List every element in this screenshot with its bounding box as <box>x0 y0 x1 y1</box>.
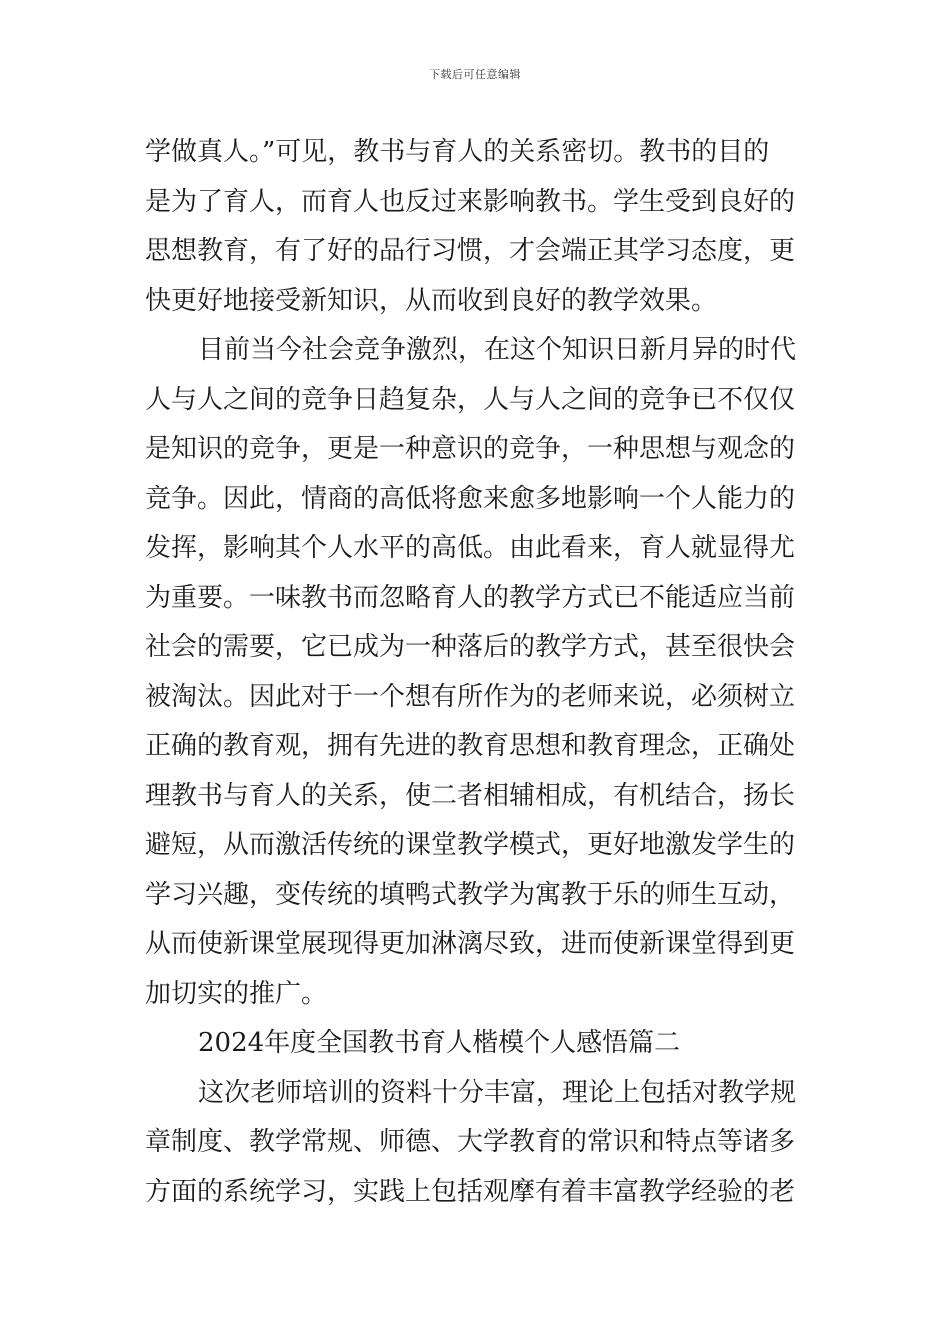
text-line: 人与人之间的竞争日趋复杂，人与人之间的竞争已不仅仅 <box>145 384 796 415</box>
text-line: 社会的需要，它已成为一种落后的教学方式，甚至很快会 <box>145 632 796 662</box>
paragraph-first-line: 这次老师培训的资料十分丰富，理论上包括对教学规 <box>198 1077 797 1108</box>
text-line: 是知识的竞争，更是一种意识的竞争，一种思想与观念的 <box>145 434 796 464</box>
text-line: 正确的教育观，拥有先进的教育思想和教育理念，正确处 <box>145 731 796 761</box>
text-line: 思想教育，有了好的品行习惯，才会端正其学习态度，更 <box>145 236 796 266</box>
text-line: 快更好地接受新知识，从而收到良好的教学效果。 <box>145 285 718 316</box>
text-line: 发挥，影响其个人水平的高低。由此看来，育人就显得尤 <box>145 533 796 563</box>
text-line: 被淘汰。因此对于一个想有所作为的老师来说，必须树立 <box>145 681 796 712</box>
page-header-note: 下载后可任意编辑 <box>429 68 521 81</box>
text-line: 避短，从而激活传统的课堂教学模式，更好地激发学生的 <box>145 830 796 860</box>
text-line: 加切实的推广。 <box>145 978 328 1009</box>
text-line: 是为了育人，而育人也反过来影响教书。学生受到良好的 <box>145 186 796 217</box>
paragraph-first-line: 目前当今社会竞争激烈，在这个知识日新月异的时代 <box>198 335 797 365</box>
text-line: 理教书与育人的关系，使二者相辅相成，有机结合，扬长 <box>145 780 796 811</box>
text-line: 章制度、教学常规、师德、大学教育的常识和特点等诸多 <box>145 1127 796 1157</box>
document-body <box>145 128 809 1217</box>
text-line: 学做真人。”可见，教书与育人的关系密切。教书的目的 <box>145 137 770 167</box>
text-line: 学习兴趣，变传统的填鸭式教学为寓教于乐的师生互动， <box>145 879 796 910</box>
text-line: 从而使新课堂展现得更加淋漓尽致，进而使新课堂得到更 <box>145 929 796 959</box>
text-line: 为重要。一味教书而忽略育人的教学方式已不能适应当前 <box>145 582 796 613</box>
text-line: 竞争。因此，情商的高低将愈来愈多地影响一个人能力的 <box>145 483 796 514</box>
text-line: 方面的系统学习，实践上包括观摩有着丰富教学经验的老 <box>145 1176 796 1207</box>
section-heading: 2024年度全国教书育人楷模个人感悟篇二 <box>198 1028 681 1058</box>
